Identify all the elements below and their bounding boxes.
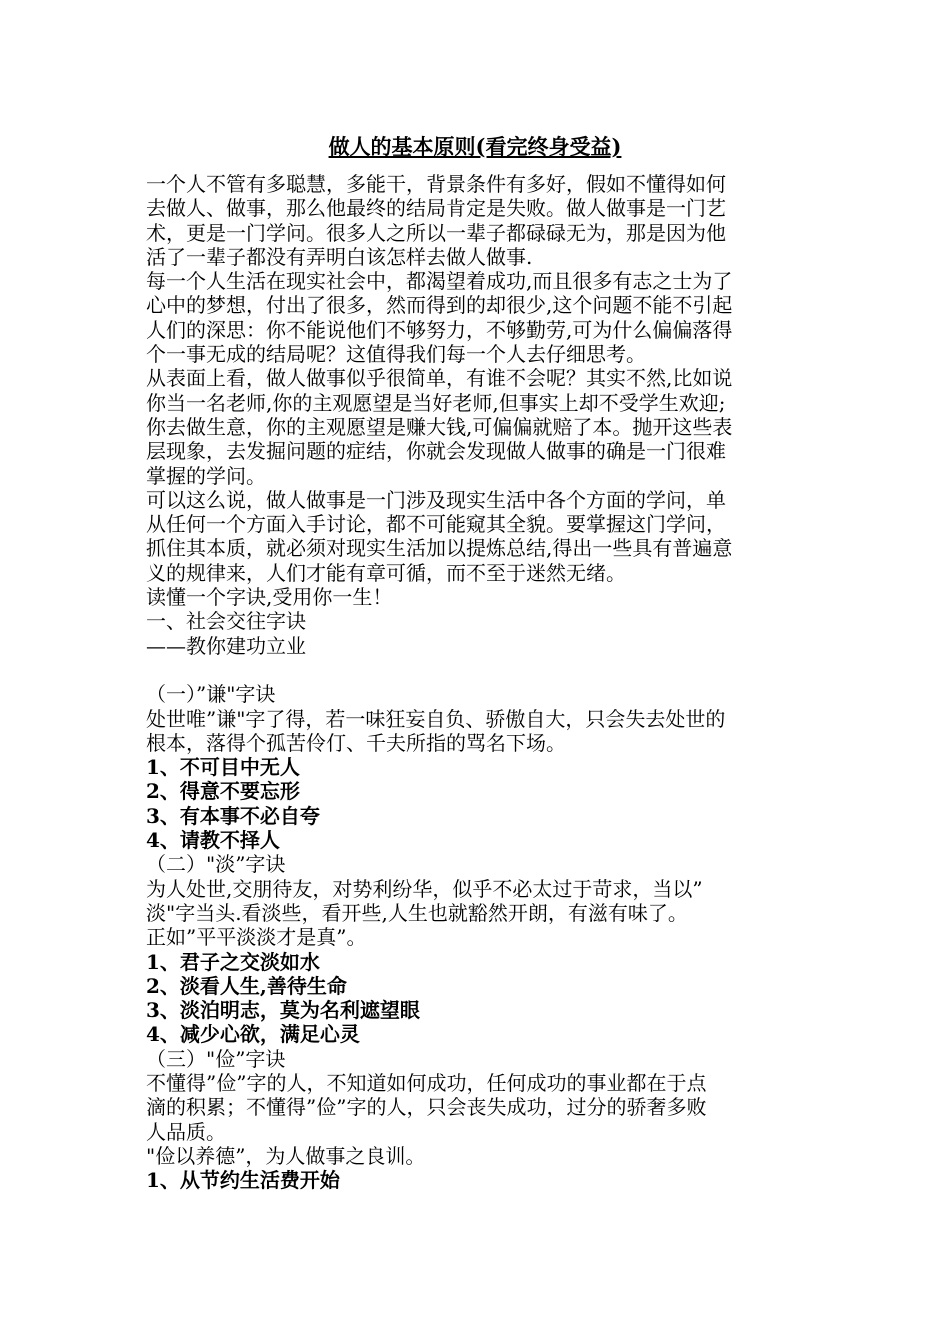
paragraph-line: 掌握的学问。: [146, 463, 266, 488]
blank-line: [146, 658, 816, 682]
paragraph-line: 正如”平平淡淡才是真”。: [146, 925, 367, 950]
subsection-heading: （三）"俭”字诀: [146, 1046, 286, 1071]
paragraph-line: 活了一辈子都没有弄明白该怎样去做人做事.: [146, 244, 533, 269]
paragraph-line: 可以这么说，做人做事是一门涉及现实生活中各个方面的学问，单: [146, 487, 726, 512]
paragraph-line: 每一个人生活在现实社会中，都渴望着成功,而且很多有志之士为了: [146, 269, 733, 294]
paragraph-line: 层现象，去发掘问题的症结，你就会发现做人做事的确是一门很难: [146, 439, 726, 464]
paragraph-line: 读懂一个字诀,受用你一生！: [146, 585, 393, 610]
paragraph-line: 从任何一个方面入手讨论，都不可能窥其全貌。要掌握这门学问，: [146, 512, 726, 537]
list-item: 2、淡看人生,善待生命: [146, 973, 347, 998]
list-item: 1、从节约生活费开始: [146, 1168, 340, 1193]
subsection-heading: （二）"淡”字诀: [146, 852, 286, 877]
paragraph-line: 从表面上看，做人做事似乎很简单，有谁不会呢？其实不然,比如说: [146, 366, 733, 391]
list-item: 2、得意不要忘形: [146, 779, 300, 804]
paragraph-line: "俭以养德”，为人做事之良训。: [146, 1143, 426, 1168]
paragraph-line: 个一事无成的结局呢？这值得我们每一个人去仔细思考。: [146, 342, 646, 367]
list-item: 3、淡泊明志，莫为名利遮望眼: [146, 998, 420, 1023]
list-item: 4、减少心欲，满足心灵: [146, 1022, 360, 1047]
paragraph-line: 一个人不管有多聪慧，多能干，背景条件有多好，假如不懂得如何: [146, 172, 726, 196]
paragraph-line: 心中的梦想，付出了很多，然而得到的却很少,这个问题不能不引起: [146, 293, 733, 318]
paragraph-line: 不懂得”俭”字的人，不知道如何成功，任何成功的事业都在于点: [146, 1070, 707, 1095]
section-subheading: ——教你建功立业: [146, 633, 306, 658]
paragraph-line: 人们的深思：你不能说他们不够努力，不够勤劳,可为什么偏偏落得: [146, 317, 733, 342]
paragraph-line: 义的规律来，人们才能有章可循，而不至于迷然无绪。: [146, 560, 626, 585]
paragraph-line: 抓住其本质，就必须对现实生活加以提炼总结,得出一些具有普遍意: [146, 536, 733, 561]
section-heading: 一、社会交往字诀: [146, 609, 306, 634]
paragraph-line: 处世唯”谦"字了得，若一味狂妄自负、骄傲自大，只会失去处世的: [146, 706, 726, 731]
paragraph-line: 淡"字当头.看淡些，看开些,人生也就豁然开朗，有滋有味了。: [146, 900, 688, 925]
list-item: 4、请教不择人: [146, 828, 280, 853]
paragraph-line: 你去做生意，你的主观愿望是赚大钱,可偏偏就赔了本。抛开这些表: [146, 414, 733, 439]
list-item: 3、有本事不必自夸: [146, 803, 320, 828]
paragraph-line: 你当一名老师,你的主观愿望是当好老师,但事实上却不受学生欢迎;: [146, 390, 726, 415]
list-item: 1、不可目中无人: [146, 755, 300, 780]
subsection-heading: （一）”谦"字诀: [146, 682, 276, 707]
paragraph-line: 滴的积累；不懂得”俭”字的人，只会丧失成功，过分的骄奢多败: [146, 1095, 707, 1120]
document-title: 做人的基本原则(看完终身受益): [328, 134, 622, 159]
paragraph-line: 根本，落得个孤苦伶仃、千夫所指的骂名下场。: [146, 730, 566, 755]
list-item: 1、君子之交淡如水: [146, 949, 320, 974]
paragraph-line: 去做人、做事，那么他最终的结局肯定是失败。做人做事是一门艺: [146, 196, 726, 221]
paragraph-line: 为人处世,交朋待友，对势利纷华，似乎不必太过于苛求，当以”: [146, 876, 703, 901]
paragraph-line: 人品质。: [146, 1119, 226, 1144]
paragraph-line: 术，更是一门学问。很多人之所以一辈子都碌碌无为，那是因为他: [146, 220, 726, 245]
document-body: [146, 172, 816, 1192]
